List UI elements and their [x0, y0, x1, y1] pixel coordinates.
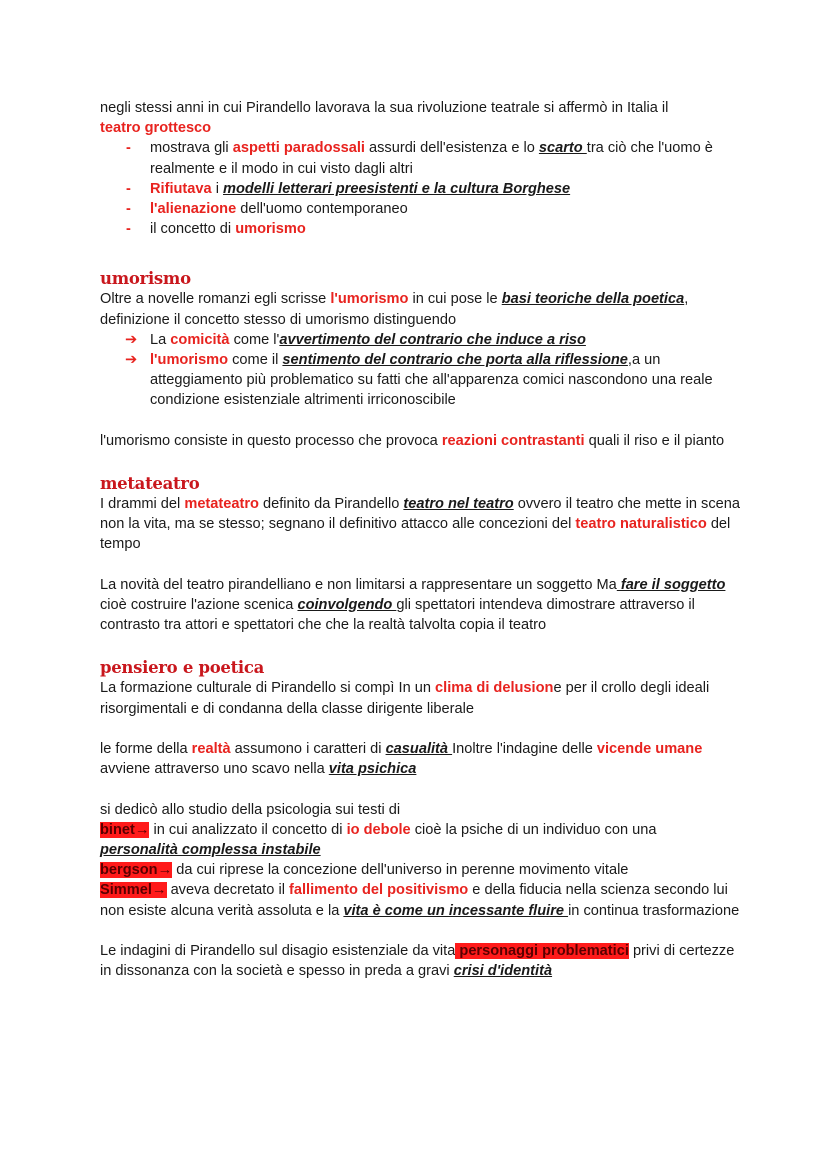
- highlight-personaggi-problematici: personaggi problematici: [455, 943, 629, 960]
- text: mostrava gli: [150, 140, 233, 157]
- text: cioè costruire l'azione scenica: [100, 597, 298, 614]
- text: cioè la psiche di un individuo con una: [410, 821, 657, 838]
- text: La: [150, 331, 171, 348]
- highlight-bergson: bergson→: [100, 862, 173, 879]
- term-fare-il-soggetto: fare il soggetto: [616, 576, 726, 593]
- intro-list: [100, 138, 740, 239]
- text: dell'uomo contemporaneo: [236, 201, 408, 218]
- arrow-icon: ➔: [125, 331, 138, 348]
- pensiero-paragraph-1: [100, 678, 740, 718]
- list-item: [100, 330, 740, 350]
- term-coinvolgendo: coinvolgendo: [297, 597, 397, 614]
- term-io-debole: io debole: [346, 821, 411, 838]
- term-teatro-naturalistico: teatro naturalistico: [575, 516, 707, 533]
- term-metateatro: metateatro: [184, 496, 259, 513]
- term-comicita: comicità: [170, 331, 230, 348]
- term-realta: realtà: [191, 741, 231, 758]
- umorismo-paragraph-2: [100, 431, 740, 451]
- text: avviene attraverso uno scavo nella: [100, 761, 329, 778]
- term-crisi-identita: crisi d'identità: [453, 963, 553, 980]
- text: quali il riso e il pianto: [584, 432, 725, 449]
- heading-metateatro: metateatro: [100, 474, 200, 494]
- text: in cui pose le: [408, 291, 502, 308]
- metateatro-paragraph-2: [100, 575, 740, 636]
- text: come l': [229, 331, 280, 348]
- term-fallimento-positivismo: fallimento del positivismo: [289, 882, 469, 899]
- list-item: [100, 179, 740, 199]
- text: gli spettatori intendeva dimostrare attraverso il contrasto tra attori e spettatori che che la realtà talvolta copia il teatro: [100, 597, 695, 634]
- term-avvertimento: avvertimento del contrario che induce a riso: [279, 331, 586, 348]
- text: il concetto di: [150, 221, 236, 238]
- term-vicende-umane: vicende umane: [596, 741, 703, 758]
- umorismo-arrow-list: [100, 330, 740, 411]
- text: Inoltre l'indagine delle: [452, 741, 597, 758]
- term-alienazione: l'alienazione: [150, 201, 237, 218]
- arrow-icon: ➔: [125, 352, 138, 369]
- heading-umorismo: umorismo: [100, 269, 191, 289]
- text: le forme della: [100, 741, 192, 758]
- text: l'umorismo consiste in questo processo che provoca: [100, 432, 442, 449]
- term-teatro-nel-teatro: teatro nel teatro: [403, 496, 514, 513]
- text: come il: [228, 352, 283, 369]
- text: in cui analizzato il concetto di: [149, 821, 347, 838]
- text: in continua trasformazione: [568, 902, 740, 919]
- text: assurdi dell'esistenza e lo: [364, 140, 539, 157]
- umorismo-paragraph: [100, 289, 740, 329]
- text: ovvero il teatro che mette in scena non la vita, ma se stesso; segnano il definitivo attacco alle concezioni del: [100, 496, 741, 533]
- metateatro-paragraph: [100, 494, 740, 555]
- text: La formazione culturale di Pirandello si compì In un: [100, 680, 436, 697]
- list-item: [100, 199, 740, 219]
- term-casualita: casualità: [385, 741, 453, 758]
- term-rifiutava: Rifiutava: [150, 180, 212, 197]
- term-teatro-grottesco: teatro grottesco: [100, 120, 212, 137]
- term-umorismo: l'umorismo: [330, 291, 409, 308]
- text: Oltre a novelle romanzi egli scrisse: [100, 291, 331, 308]
- term-scarto: scarto: [538, 140, 587, 157]
- text: definito da Pirandello: [258, 496, 404, 513]
- text: aveva decretato il: [166, 882, 290, 899]
- text: tra ciò che l'uomo è realmente e il modo in cui visto dagli altri: [150, 140, 713, 177]
- text: e per il crollo degli ideali risorgimentali e di condanna della classe dirigente liberale: [100, 680, 710, 717]
- intro-paragraph: [100, 98, 740, 138]
- text: assumono i caratteri di: [230, 741, 386, 758]
- text: si dedicò allo studio della psicologia sui testi di: [100, 801, 401, 818]
- document-body: [100, 98, 740, 981]
- text: Le indagini di Pirandello sul disagio esistenziale da vita: [100, 943, 456, 960]
- term-sentimento: sentimento del contrario che porta alla riflessione: [282, 352, 628, 369]
- term-vita-incessante-fluire: vita è come un incessante fluire: [343, 902, 569, 919]
- text: da cui riprese la concezione dell'universo in perenne movimento vitale: [172, 862, 629, 879]
- term-vita-psichica: vita psichica: [328, 761, 417, 778]
- term-umorismo: l'umorismo: [150, 352, 229, 369]
- term-basi-teoriche: basi teoriche della poetica: [501, 291, 685, 308]
- text: e della fiducia nella scienza secondo lui non esiste alcuna verità assoluta e la: [100, 882, 728, 919]
- text: privi di certezze in dissonanza con la società e spesso in preda a gravi: [100, 943, 735, 980]
- highlight-binet: binet→: [100, 821, 150, 838]
- pensiero-paragraph-3: [100, 800, 740, 921]
- term-modelli-letterari: modelli letterari preesistenti e la cultura Borghese: [223, 180, 571, 197]
- term-aspetti-paradossali: aspetti paradossali: [232, 140, 365, 157]
- text: I drammi del: [100, 496, 185, 513]
- term-reazioni-contrastanti: reazioni contrastanti: [441, 432, 585, 449]
- term-umorismo: umorismo: [235, 221, 306, 238]
- text: , definizione il concetto stesso di umorismo distinguendo: [100, 291, 689, 328]
- text: negli stessi anni in cui Pirandello lavorava la sua rivoluzione teatrale si affermò in Italia il: [100, 100, 669, 116]
- list-item: [100, 219, 740, 239]
- term-clima-di-delusione: clima di delusion: [435, 680, 554, 697]
- term-personalita-complessa: personalità complessa instabile: [100, 842, 321, 859]
- text: ,a un atteggiamento più problematico su fatti che all'apparenza comici nascondono una reale condizione esistenziale altrimenti irriconoscibile: [150, 352, 713, 409]
- heading-pensiero-e-poetica: pensiero e poetica: [100, 658, 265, 678]
- highlight-simmel: Simmel→: [100, 882, 167, 899]
- list-item: [100, 350, 740, 411]
- pensiero-paragraph-4: [100, 941, 740, 981]
- text: del tempo: [100, 516, 731, 553]
- text: i: [211, 180, 223, 197]
- pensiero-paragraph-2: [100, 739, 740, 779]
- list-item: [100, 138, 740, 178]
- text: La novità del teatro pirandelliano e non limitarsi a rappresentare un soggetto Ma: [100, 576, 617, 593]
